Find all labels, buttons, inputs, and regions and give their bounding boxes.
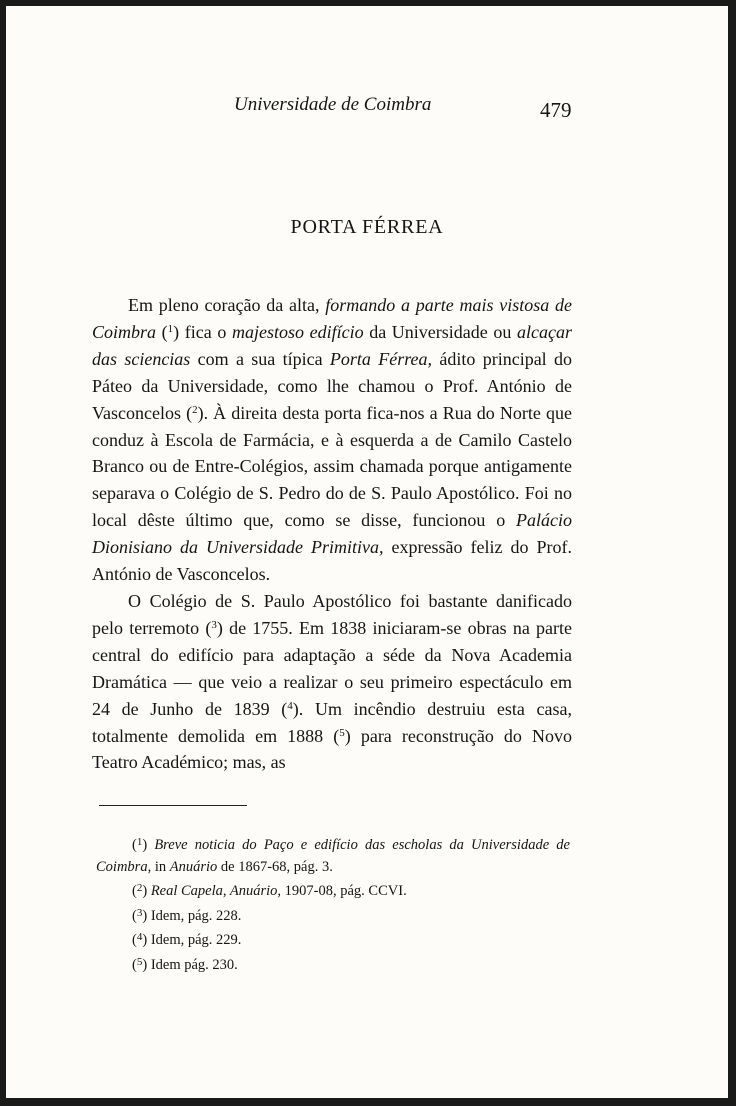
footnote-4: ($^4$) Idem, pág. 229. [132,931,242,948]
text-run: expressão feliz do Prof. António de Vasconcelos. [92,537,572,585]
footnote-text: Idem, pág. 228. [150,907,242,924]
paragraph-1: Em pleno coração da alta, formando a parte mais vistosa de Coimbra ($^1$) fica o majestoso edifício da Universidade ou alcaçar das sciencias com a sua típica Porta Férrea, ádito principal do Páteo da Universidade, como lhe chamou o Prof. António de Vasconcelos ($^2$). À direita desta porta fica-nos a Rua do Norte que conduz à Escola de Farmácia, e à esquerda a de Camilo Castelo Branco ou de Entre-Colégios, assim chamada porque antigamente separava o Colégio de S. Pedro do de S. Paulo Apostólico. Foi no local dêste último que, como se disse, funcionou o Palácio Dionisiano da Universidade Primitiva, expressão feliz do Prof. António de Vasconcelos. [92,295,573,585]
text-run: O Colégio de S. Paulo Apostólico foi bastante danificado pelo terremoto [92,590,572,638]
footnote-ref-2: 2 [192,403,198,416]
italic-run: Porta Férrea, [329,348,433,369]
footnote-rule [99,805,247,806]
text-run: Em pleno coração da alta, [128,295,326,315]
footnote-text: Idem pág. 230. [150,956,238,973]
footnote-italic: Breve noticia do Paço e edifício das escholas da Universidade de Coimbra, [96,837,570,875]
footnote-marker: 5 [136,955,143,968]
book-page [6,6,728,1098]
running-title: Universidade de Coimbra [234,94,432,115]
footnote-text: de 1867-68, pág. 3. [217,858,333,875]
footnote-text: Idem, pág. 229. [150,932,242,948]
footnote-ref-5: 5 [339,726,345,739]
footnote-1: ($^1$) Breve noticia do Paço e edifício das escholas da Universidade de Coimbra, in Anuário de 1867-68, pág. 3. [96,836,570,875]
footnote-text: 1907-08, pág. CCVI. [281,883,407,899]
text-run: com a sua típica [190,348,330,369]
text-run: . À direita desta porta fica-nos a Rua do Norte que conduz à Escola de Farmácia, e à esquerda a de Camilo Castelo Branco ou de Entre-Colégios, assim chamada porque antigamente separava o Colégio de S. Pedro do de S. Paulo Apostólico. Foi no local dêste último que, como se disse, funcionou o [92,402,572,531]
text-run: ádito principal do Páteo da Universidade, como lhe chamou o Prof. António de Vasconcelos [92,348,573,423]
footnote-3: ($^3$) Idem, pág. 228. [132,906,242,924]
text-run: . Um incêndio destruiu esta casa, totalmente demolida em 1888 [92,698,572,746]
footnote-italic: Anuário [169,858,218,875]
footnote-text: in [151,858,170,875]
footnote-ref-3: 3 [211,618,217,631]
footnote-marker: 1 [136,836,143,848]
footnote-marker: 4 [136,931,143,943]
text-run: da Universidade ou [363,321,518,342]
italic-run: Palácio Dionisiano da Universidade Primitiva, [92,510,572,558]
italic-run: majestoso edifício [231,321,364,342]
footnotes [96,832,570,976]
paragraph-2: O Colégio de S. Paulo Apostólico foi bastante danificado pelo terremoto ($^3$) de 1755. Em 1838 iniciaram-se obras na parte central do edifício para adaptação a séde da Nova Academia Dramática — que veio a realizar o seu primeiro espectáculo em 24 de Junho de 1839 ($^4$). Um incêndio destruiu esta casa, totalmente demolida em 1888 ($^5$) para reconstrução do Novo Teatro Académico; mas, as [92,590,572,773]
text-run: para reconstrução do Novo Teatro Académico; mas, as [92,725,572,773]
footnote-ref-4: 4 [287,699,293,712]
footnote-5: ($^5$) Idem pág. 230. [132,955,238,973]
italic-run: formando a parte mais vistosa de Coimbra [92,295,572,342]
footnote-ref-1: 1 [167,322,174,335]
footnote-italic: Real Capela, Anuário, [150,883,282,899]
body-text [92,292,572,776]
footnote-marker: 3 [136,906,143,919]
text-run: fica o [179,321,232,342]
footnote-2: ($^2$) Real Capela, Anuário, 1907-08, pág. CCVI. [132,882,407,899]
italic-run: alcaçar das sciencias [92,321,572,369]
text-run: de 1755. Em 1838 iniciaram-se obras na parte central do edifício para adaptação a séde da Nova Academia Dramática — que veio a realizar o seu primeiro espectáculo em 24 de Junho de 1839 [92,617,572,719]
page-number: 479 [540,98,572,122]
footnote-marker: 2 [136,882,143,894]
section-title: PORTA FÉRREA [290,216,444,238]
